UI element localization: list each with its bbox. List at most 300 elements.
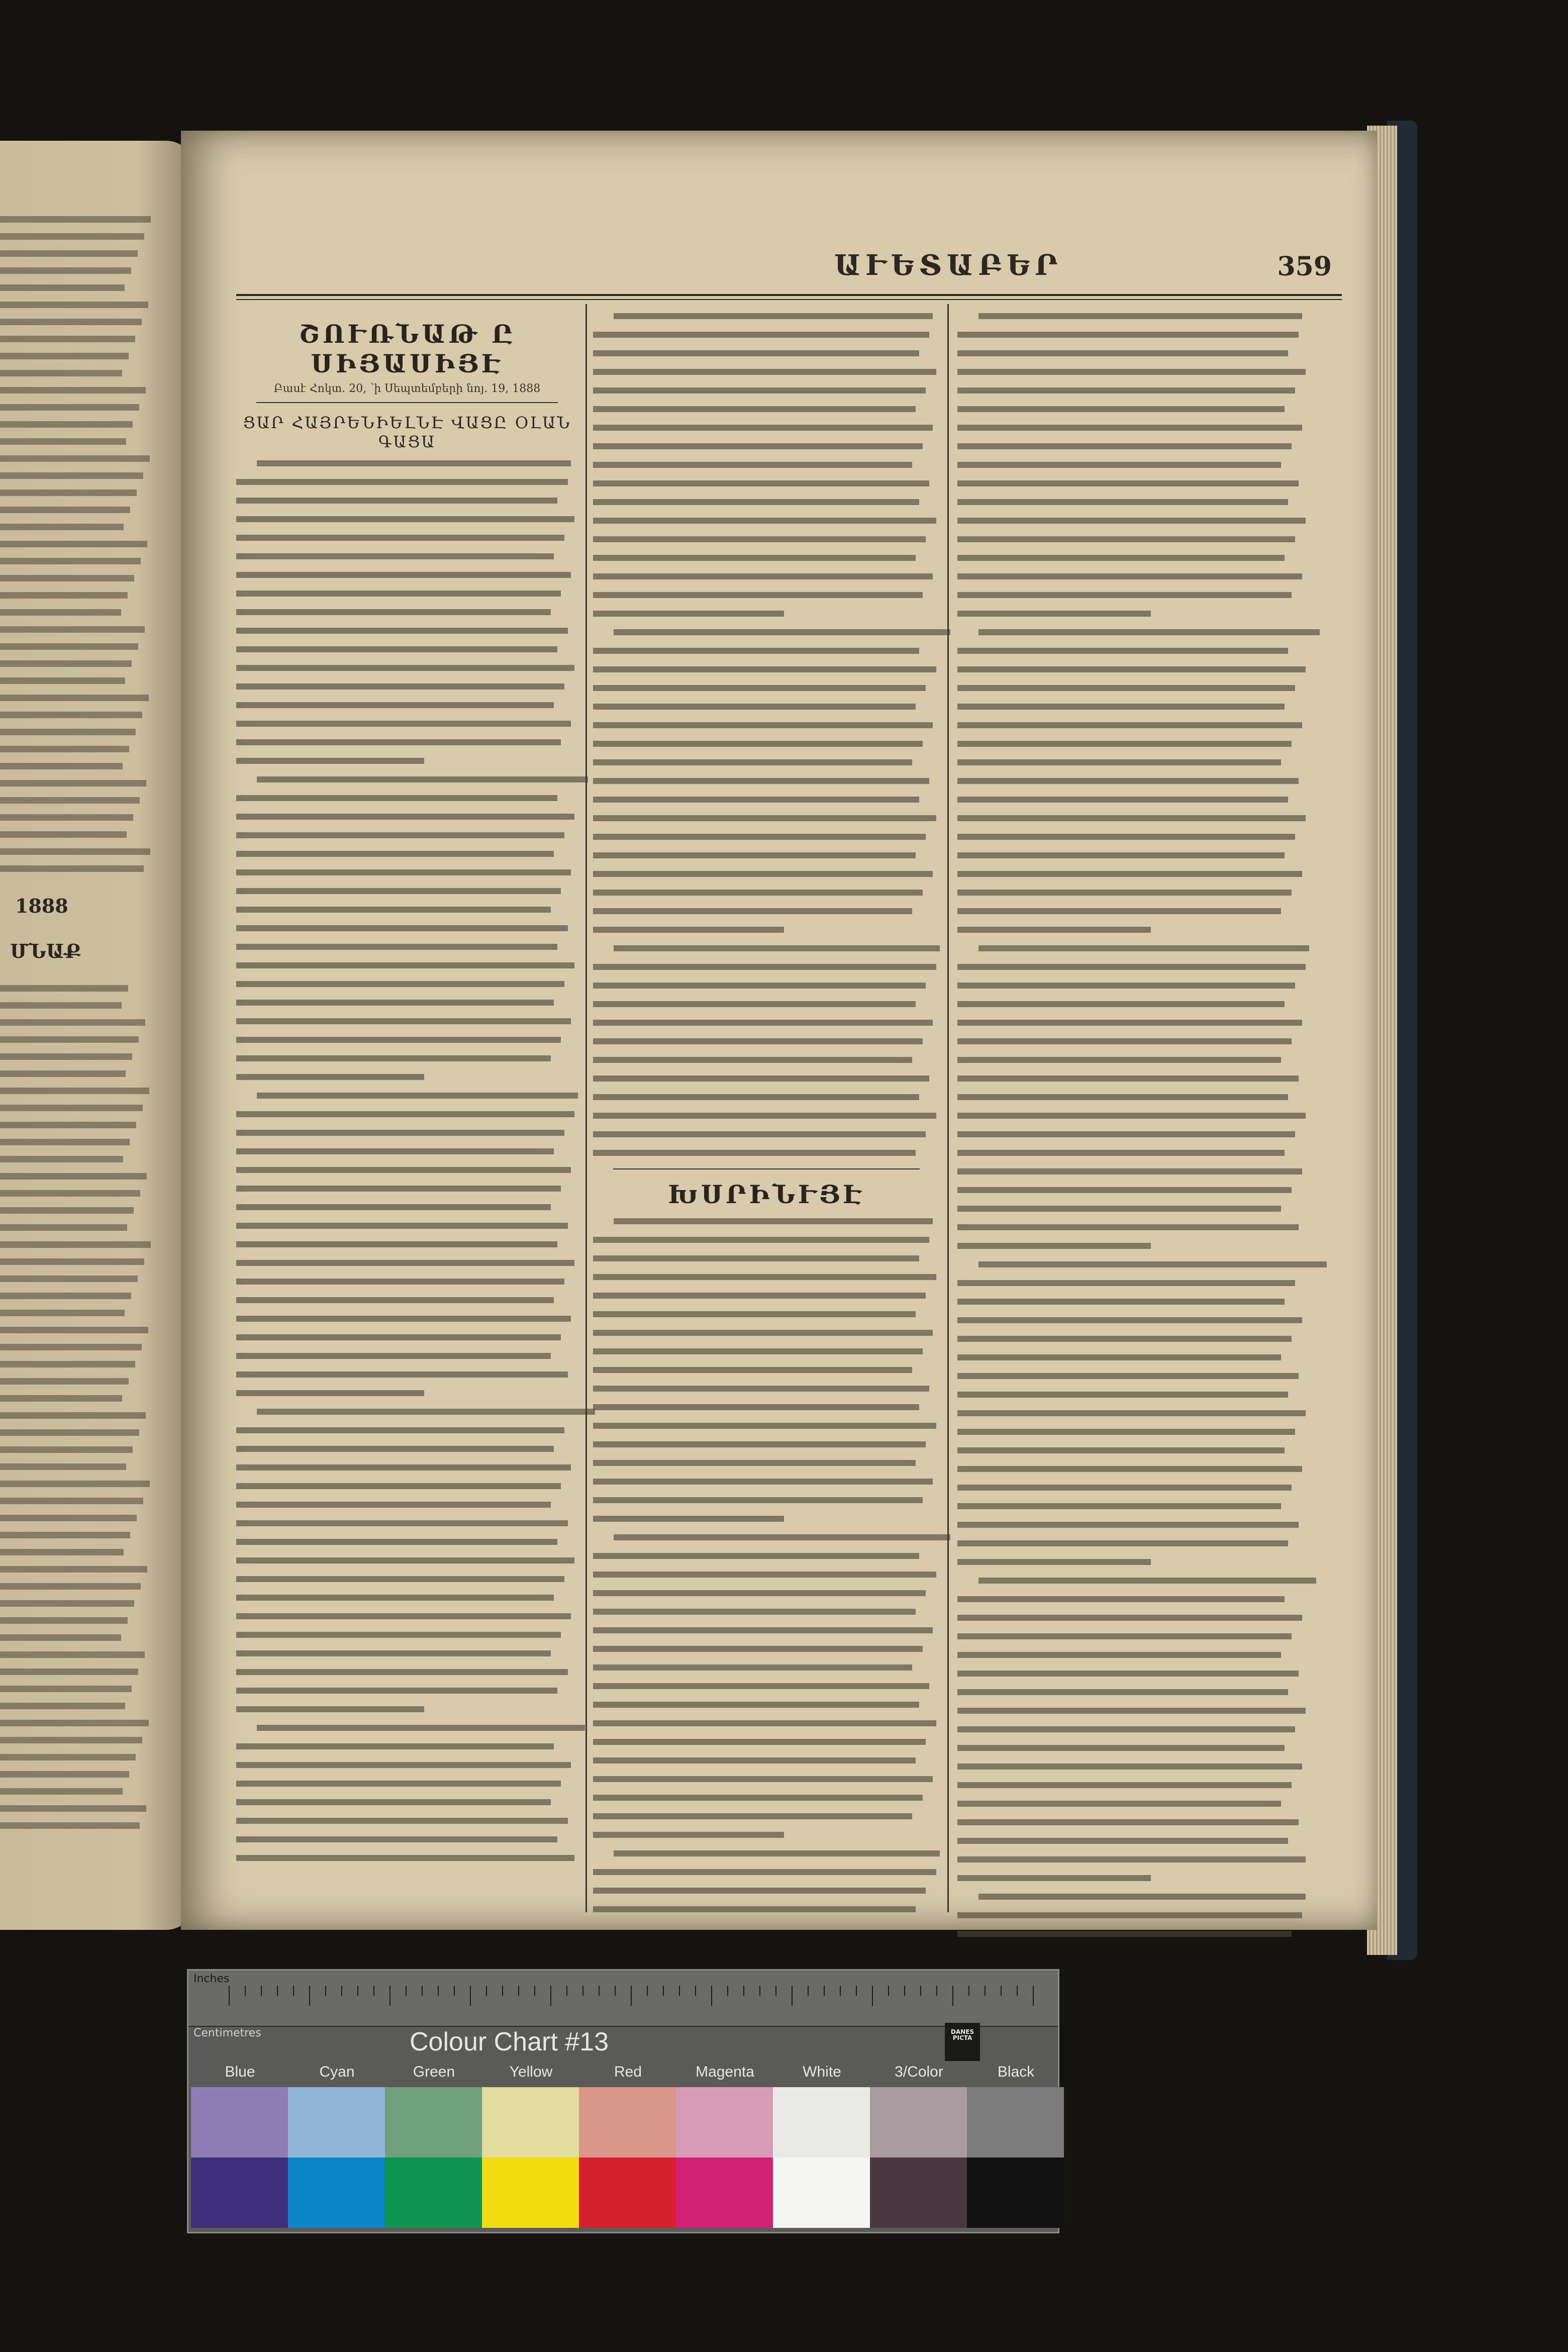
ruler-tick (357, 1986, 358, 1996)
text-line (957, 350, 1288, 356)
text-line (236, 1632, 561, 1638)
text-line (0, 1241, 151, 1248)
text-line (0, 1070, 126, 1077)
column-1 (236, 304, 578, 1912)
text-line (593, 1293, 926, 1299)
ruler-tick (599, 1986, 600, 1996)
text-line (957, 611, 1151, 617)
text-line (236, 1260, 574, 1266)
ruler-tick (341, 1986, 342, 1996)
text-line (236, 1390, 424, 1396)
ruler-tick (711, 1986, 712, 2006)
swatch-dark (385, 2158, 482, 2228)
text-line (0, 763, 123, 769)
text-line (0, 1122, 136, 1128)
text-line (236, 1781, 561, 1787)
text-line (0, 421, 133, 428)
text-line (957, 462, 1281, 468)
text-line (957, 1633, 1292, 1639)
text-line (593, 1683, 929, 1689)
text-line (0, 1224, 127, 1231)
text-line (593, 1423, 936, 1429)
text-line (957, 927, 1151, 933)
text-line (593, 1590, 926, 1596)
text-line (0, 1634, 121, 1641)
text-line (0, 1105, 143, 1111)
ruler-tick (277, 1986, 278, 1996)
colour-chart (187, 1969, 1059, 2233)
text-line (0, 1532, 130, 1538)
ruler-centimetres-label: Centimetres (193, 2027, 261, 2039)
text-line (957, 518, 1306, 524)
text-line (593, 890, 923, 896)
text-line (978, 945, 1309, 951)
text-line (957, 759, 1281, 765)
text-line (957, 1317, 1302, 1323)
text-line (614, 1534, 950, 1540)
text-line (0, 489, 137, 496)
text-line (957, 1410, 1306, 1416)
text-line (0, 1651, 145, 1658)
text-line (957, 1001, 1285, 1007)
text-line (957, 1819, 1299, 1825)
swatch-label: Black (997, 2064, 1035, 2080)
text-line (0, 1173, 147, 1180)
left-page-year: 1888 (15, 895, 68, 917)
text-line (257, 1093, 578, 1099)
text-line (593, 1795, 923, 1801)
text-line (236, 1539, 557, 1545)
text-line (0, 1788, 123, 1795)
ruler-tick (293, 1986, 294, 1996)
text-line (0, 1429, 139, 1436)
text-line (957, 871, 1302, 877)
text-line (236, 1650, 551, 1656)
text-line (593, 1497, 923, 1503)
text-line (0, 797, 140, 804)
text-line (236, 1613, 571, 1619)
text-line (236, 702, 554, 708)
column-2 (593, 304, 940, 1912)
text-line (593, 1131, 926, 1137)
ruler-tick (534, 1986, 535, 1996)
left-page-heading-fragment: ՄՆԱՔ (10, 940, 81, 962)
text-line (236, 1855, 574, 1861)
text-line (0, 267, 131, 274)
text-line (593, 1664, 912, 1671)
ruler-tick (438, 1986, 439, 1996)
text-line (957, 1057, 1281, 1063)
text-line (593, 1367, 912, 1373)
text-line (257, 1725, 585, 1731)
text-line (0, 626, 145, 633)
text-line (0, 284, 125, 291)
text-line (957, 1671, 1299, 1677)
text-line (614, 313, 933, 319)
text-line (593, 1739, 926, 1745)
section-title-1: ՇՈՒՌՆԱԹ Ը ՍԻՅԱՍԻՅԷ (299, 319, 516, 378)
text-line (0, 643, 138, 650)
text-line (593, 350, 919, 356)
text-line (593, 927, 784, 933)
text-line (593, 1001, 916, 1007)
text-line (236, 1743, 554, 1749)
text-line (593, 1906, 916, 1912)
text-line (0, 1293, 131, 1299)
ruler-tick (985, 1986, 986, 1996)
text-line (0, 1036, 139, 1043)
text-line (593, 1441, 926, 1447)
text-line (0, 404, 139, 411)
text-line (0, 1754, 136, 1760)
text-line (236, 1446, 554, 1452)
text-line (614, 1850, 940, 1856)
ruler-tick (582, 1986, 583, 1996)
text-line (957, 443, 1292, 449)
text-line (236, 721, 571, 727)
text-line (0, 250, 138, 257)
text-line (957, 1559, 1151, 1565)
swatch-light (579, 2087, 676, 2158)
text-line (593, 1479, 933, 1485)
ruler-tick (743, 1986, 744, 1996)
swatch-light (773, 2087, 870, 2158)
text-line (236, 553, 554, 559)
text-line (957, 1503, 1281, 1509)
text-line (957, 1782, 1292, 1788)
text-line (236, 1427, 564, 1433)
text-line (957, 1113, 1306, 1119)
text-line (593, 1516, 784, 1522)
text-line (236, 1148, 554, 1154)
text-line (957, 1150, 1285, 1156)
text-line (236, 591, 561, 597)
text-line (957, 852, 1285, 858)
ruler-tick (856, 1986, 857, 1996)
text-line (236, 628, 568, 634)
text-line (236, 1353, 551, 1359)
ruler-tick (808, 1986, 809, 1996)
text-line (593, 983, 926, 989)
ruler-tick (422, 1986, 423, 1996)
text-line (593, 1113, 936, 1119)
text-line (593, 369, 936, 375)
text-line (957, 1131, 1295, 1137)
text-line (0, 1002, 122, 1009)
text-line (0, 814, 133, 821)
text-line (593, 1038, 923, 1044)
text-line (236, 1037, 561, 1043)
text-line (0, 985, 128, 992)
text-line (957, 666, 1306, 672)
text-line (593, 704, 916, 710)
text-line (236, 758, 424, 764)
text-line (978, 629, 1320, 635)
text-line (957, 834, 1295, 840)
text-line (236, 1502, 551, 1508)
swatch-label: Blue (225, 2064, 255, 2080)
text-line (236, 1520, 568, 1526)
text-line (0, 1822, 140, 1829)
text-line (957, 332, 1299, 338)
ruler-tick (502, 1986, 503, 1996)
ruler-tick (325, 1986, 326, 1996)
title-rule (256, 402, 558, 403)
text-line (0, 592, 128, 599)
text-line (957, 1373, 1299, 1379)
swatch-dark (773, 2158, 870, 2228)
text-line (957, 1912, 1302, 1918)
text-line (957, 1243, 1151, 1249)
text-line (593, 1057, 912, 1063)
text-line (957, 536, 1295, 542)
text-line (0, 558, 141, 564)
text-line (0, 336, 135, 342)
ruler-tick (1017, 1986, 1018, 1996)
text-line (593, 611, 784, 617)
text-line (0, 1344, 142, 1350)
text-line (0, 387, 146, 394)
text-line (957, 1596, 1285, 1602)
text-line (593, 1020, 933, 1026)
text-line (236, 1223, 568, 1229)
text-line (0, 370, 122, 376)
ruler-tick (550, 1986, 551, 2006)
text-line (0, 1669, 138, 1675)
text-line (957, 1392, 1288, 1398)
ruler-tick (389, 1986, 390, 2006)
text-line (0, 865, 144, 872)
text-line (236, 814, 574, 820)
swatch-light (288, 2087, 385, 2158)
column-2-text-bottom (593, 1218, 940, 1912)
ruler-tick (261, 1986, 262, 1996)
text-line (0, 1361, 135, 1367)
text-line (236, 925, 568, 931)
text-line (957, 1522, 1299, 1528)
text-line (0, 507, 130, 513)
text-line (957, 1540, 1288, 1546)
text-line (236, 683, 564, 690)
swatch-dark (676, 2158, 773, 2228)
text-line (957, 1336, 1292, 1342)
text-line (593, 1627, 933, 1633)
text-line (957, 648, 1288, 654)
text-line (0, 1463, 126, 1470)
swatch-dark (967, 2158, 1064, 2228)
text-line (236, 516, 574, 522)
ruler-inches-label: Inches (193, 1973, 230, 1985)
column-divider (947, 304, 949, 1912)
text-line (236, 609, 551, 615)
text-line (593, 1702, 919, 1708)
ruler-tick (470, 1986, 471, 2006)
text-line (0, 541, 147, 547)
ruler-tick (647, 1986, 648, 1996)
text-line (0, 216, 151, 223)
text-line (0, 302, 148, 308)
text-line (236, 1483, 561, 1489)
text-line (593, 332, 929, 338)
text-line (236, 1000, 554, 1006)
text-line (978, 1261, 1327, 1267)
text-line (0, 1088, 149, 1094)
text-line (593, 1888, 926, 1894)
text-line (957, 1447, 1285, 1453)
ruler-tick (920, 1986, 921, 1996)
swatch-label: White (803, 2064, 841, 2080)
text-line (957, 1224, 1299, 1230)
text-line (593, 1572, 936, 1578)
text-line (0, 677, 125, 684)
text-line (957, 1466, 1302, 1472)
text-line (957, 1206, 1281, 1212)
text-line (593, 387, 926, 394)
text-line (0, 472, 143, 479)
text-line (0, 1139, 130, 1145)
text-line (614, 1218, 933, 1224)
text-line (593, 592, 923, 598)
text-line (957, 1931, 1292, 1937)
text-line (0, 780, 146, 787)
text-line (0, 438, 126, 445)
ruler-tick (454, 1986, 455, 1996)
text-line (593, 871, 933, 877)
text-line (593, 797, 919, 803)
text-line (236, 498, 557, 504)
text-line (593, 1813, 912, 1819)
swatch-label: Cyan (319, 2064, 355, 2080)
text-line (593, 908, 912, 914)
text-line (236, 795, 557, 801)
ruler-tick (679, 1986, 680, 1996)
text-line (593, 1094, 919, 1100)
ruler-tick (406, 1986, 407, 1996)
ruler-tick (373, 1986, 374, 1996)
text-line (957, 573, 1302, 579)
swatch-light (870, 2087, 967, 2158)
swatch-dark (482, 2158, 579, 2228)
text-line (593, 1460, 916, 1466)
dateline: Բասէ Հոկտ. 20, ՝ի Սեպտեմբերի նոյ. 19, 1888 (273, 382, 541, 395)
text-line (236, 646, 557, 652)
text-line (236, 1111, 574, 1117)
text-line (0, 1737, 142, 1743)
ruler-tick (968, 1986, 969, 1996)
text-line (236, 1669, 568, 1675)
ruler-tick (904, 1986, 905, 1996)
swatch-label: Red (614, 2064, 642, 2080)
text-line (957, 778, 1299, 784)
text-line (978, 1578, 1316, 1584)
text-line (957, 1726, 1295, 1732)
text-line (957, 1429, 1295, 1435)
text-line (0, 1327, 148, 1333)
text-line (593, 462, 912, 468)
text-line (957, 1875, 1151, 1881)
ruler-tick (888, 1986, 889, 1996)
text-line (957, 908, 1281, 914)
text-line (957, 1801, 1281, 1807)
text-line (957, 425, 1302, 431)
text-line (957, 1652, 1281, 1658)
text-line (614, 629, 950, 635)
text-line (0, 1583, 141, 1590)
text-line (957, 685, 1295, 691)
ruler-tick (792, 1986, 793, 2006)
column-1-text (236, 460, 578, 1861)
text-line (957, 815, 1306, 821)
text-line (236, 1204, 551, 1210)
text-line (236, 1818, 568, 1824)
text-line (0, 1276, 138, 1282)
text-line (236, 851, 554, 857)
text-line (957, 1038, 1292, 1044)
text-line (957, 983, 1295, 989)
swatch-light (482, 2087, 579, 2158)
ruler-tick (775, 1986, 776, 1996)
ruler-tick (824, 1986, 825, 1996)
text-line (957, 741, 1292, 747)
text-line (593, 1720, 936, 1726)
text-line (0, 1617, 128, 1624)
text-line (0, 1190, 140, 1197)
text-line (593, 1311, 916, 1317)
text-line (0, 1549, 124, 1555)
text-line (957, 1299, 1285, 1305)
header-rule (236, 294, 1342, 300)
colour-chart-title: Colour Chart #13 (410, 2027, 609, 2056)
text-line (236, 1706, 424, 1712)
text-line (0, 1310, 125, 1316)
text-line (236, 1576, 564, 1582)
text-line (593, 1832, 784, 1838)
text-line (236, 1836, 557, 1842)
text-line (957, 1280, 1295, 1286)
text-line (236, 1464, 571, 1471)
swatch-dark (288, 2158, 385, 2228)
ruler-tick (631, 1986, 632, 2006)
text-line (236, 888, 561, 894)
text-line (978, 313, 1302, 319)
page-number: 359 (1277, 251, 1332, 282)
section-title-2: ԽՍՐԻՆՒՅԷ (668, 1180, 865, 1209)
text-line (236, 1167, 571, 1173)
text-line (593, 1255, 919, 1261)
ruler-tick (663, 1986, 664, 1996)
text-line (957, 704, 1285, 710)
swatch-light (385, 2087, 482, 2158)
chart-logo: DANES PICTA (945, 2023, 980, 2061)
swatch-dark (579, 2158, 676, 2228)
text-line (593, 648, 919, 654)
text-line (236, 1055, 551, 1061)
text-line (236, 1297, 554, 1303)
text-line (0, 1805, 146, 1812)
text-line (0, 1446, 133, 1453)
text-line (0, 1053, 132, 1060)
text-line (593, 1869, 936, 1875)
text-line (236, 1334, 561, 1340)
text-line (957, 369, 1306, 375)
text-line (0, 353, 129, 359)
text-line (236, 907, 551, 913)
text-line (236, 944, 557, 950)
text-line (614, 945, 940, 951)
text-line (236, 665, 574, 671)
text-line (593, 555, 916, 561)
text-line (0, 1566, 147, 1573)
